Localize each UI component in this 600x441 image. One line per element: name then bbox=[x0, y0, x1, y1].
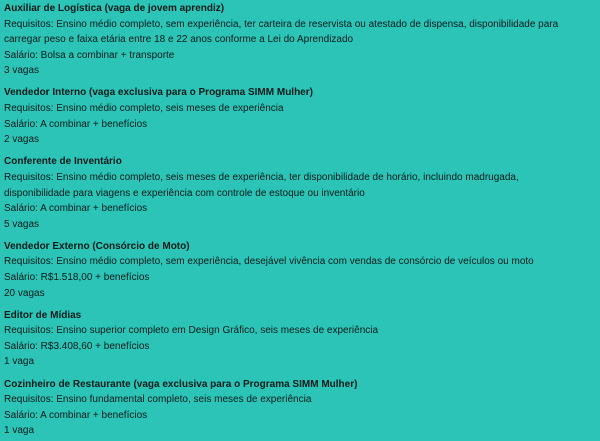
job-requirements: Requisitos: Ensino médio completo, sem experiência, ter carteira de reservista ou atestado de dispensa, disponibilidade para carregar peso e faixa etária entre 18 e 22 anos conforme a Lei do Aprendizado bbox=[4, 18, 559, 46]
job-salary: Salário: A combinar + benefícios bbox=[4, 203, 148, 215]
job-title: Editor de Mídias bbox=[4, 309, 82, 321]
job-cozinheiro-restaurante bbox=[4, 377, 600, 439]
job-title: Auxiliar de Logística (vaga de jovem aprendiz) bbox=[4, 3, 225, 14]
job-auxiliar-logistica bbox=[4, 1, 600, 79]
job-title: Vendedor Interno (vaga exclusiva para o Programa SIMM Mulher) bbox=[4, 87, 313, 99]
job-requirements: Requisitos: Ensino médio completo, seis meses de experiência, ter disponibilidade de horário, incluindo madrugada, disponibilidade para viagens e experiência com controle de estoque ou inventário bbox=[4, 171, 519, 199]
job-openings: 5 vagas bbox=[4, 218, 40, 230]
job-openings: 20 vagas bbox=[4, 287, 45, 299]
job-openings: 2 vagas bbox=[4, 134, 40, 146]
job-requirements: Requisitos: Ensino fundamental completo, seis meses de experiência bbox=[4, 394, 312, 406]
job-salary: Salário: R$3.408,60 + benefícios bbox=[4, 340, 150, 352]
job-requirements: Requisitos: Ensino médio completo, sem experiência, desejável vivência com vendas de consórcio de veículos ou moto bbox=[4, 256, 534, 268]
job-salary: Salário: A combinar + benefícios bbox=[4, 118, 148, 130]
job-salary: Salário: Bolsa a combinar + transporte bbox=[4, 49, 175, 61]
job-vendedor-interno bbox=[4, 85, 600, 147]
job-openings: 1 vaga bbox=[4, 425, 35, 437]
job-vendedor-externo bbox=[4, 239, 600, 301]
job-title: Cozinheiro de Restaurante (vaga exclusiva para o Programa SIMM Mulher) bbox=[4, 378, 358, 390]
job-salary: Salário: A combinar + benefícios bbox=[4, 409, 148, 421]
job-openings: 3 vagas bbox=[4, 65, 40, 77]
job-openings: 1 vaga bbox=[4, 356, 35, 368]
job-title: Vendedor Externo (Consórcio de Moto) bbox=[4, 240, 190, 252]
job-salary: Salário: R$1.518,00 + benefícios bbox=[4, 272, 150, 283]
job-conferente-inventario bbox=[4, 154, 600, 232]
job-requirements: Requisitos: Ensino superior completo em Design Gráfico, seis meses de experiência bbox=[4, 325, 379, 337]
job-requirements: Requisitos: Ensino médio completo, seis meses de experiência bbox=[4, 103, 284, 115]
job-editor-midias bbox=[4, 308, 600, 370]
job-title: Conferente de Inventário bbox=[4, 156, 122, 168]
